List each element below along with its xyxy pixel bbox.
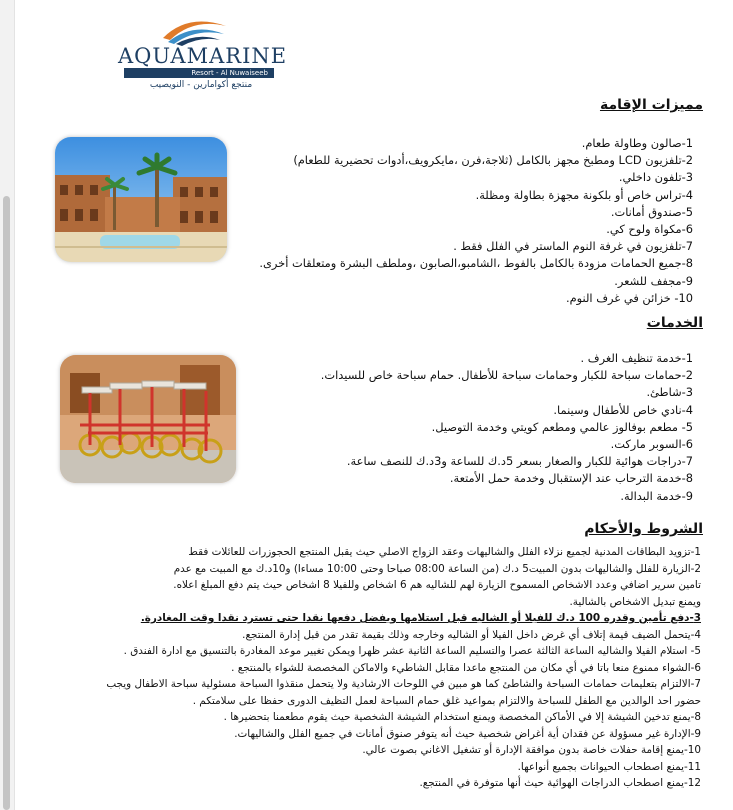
services-list bbox=[321, 350, 693, 505]
terms-line: 5- استلام الفيلا والشاليه الساعة الثالثة عصرا والتسليم الساعة الثانية عشر ظهرا ويمكن تغيير موعد المغادرة بالتنسيق مع ادارة الفندق . bbox=[123, 645, 701, 657]
list-item: 9-خدمة البدالة. bbox=[620, 488, 693, 503]
list-item: 7-تلفزيون في غرفة النوم الماستر في الفلل فقط . bbox=[453, 239, 693, 254]
terms-line: 9-الإدارة غير مسؤولة عن فقدان أية أغراض شخصية حيث أنه يتوفر صنوق أمانات في جميع الفلل والشاليهات. bbox=[234, 727, 701, 740]
list-item: 2-حمامات سباحة للكبار وحمامات سباحة للأطفال. حمام سباحة خاص للسيدات. bbox=[320, 368, 693, 383]
terms-list bbox=[81, 544, 701, 792]
list-item: 4-تراس خاص أو بلكونة مجهزة بطاولة ومظلة. bbox=[475, 187, 693, 202]
terms-line: 1-تزويد البطاقات المدنية لجميع نزلاء الفلل والشاليهات وعقد الزواج الاصلي حيث يقبل المنتجع الحجوزرات للعائلات فقط bbox=[188, 546, 701, 558]
bicycles-photo bbox=[60, 355, 236, 483]
terms-heading: الشروط والأحكام bbox=[584, 521, 703, 537]
logo-brand: AQUAMARINE bbox=[118, 44, 288, 68]
terms-line: ويمنع تبديل الاشخاص بالشالية. bbox=[569, 595, 701, 608]
resort-courtyard-photo bbox=[55, 137, 227, 262]
list-item: 8-خدمة الترحاب عند الإستقبال وخدمة حمل الأمتعة. bbox=[449, 471, 693, 486]
list-item: 4-نادي خاص للأطفال وسينما. bbox=[553, 402, 693, 417]
terms-line: 11-يمنع اصطحاب الحيوانات بجميع أنواعها. bbox=[517, 760, 701, 773]
terms-line: تامين سرير اضافي وعدد الاشخاص المسموح الزيارة لهم للشاليه هم 6 اشخاص وللفيلا 8 اشخاص حيث يتم دفع المبلغ اعلاه. bbox=[173, 579, 701, 591]
list-item: 10- خزائن في غرف النوم. bbox=[565, 290, 693, 305]
scrollbar-thumb[interactable] bbox=[3, 196, 10, 810]
scrollbar[interactable] bbox=[0, 0, 15, 810]
services-heading: الخدمات bbox=[646, 315, 703, 331]
list-item: 9-مجفف للشعر. bbox=[614, 273, 693, 288]
terms-line: 10-يمنع إقامة حفلات خاصة بدون موافقة الإدارة أو تشغيل الاغاني بصوت عالي. bbox=[362, 744, 701, 756]
list-item: 8-جميع الحمامات مزودة بالكامل بالفوط ،الشامبو،الصابون ،وملطف البشرة ومتعلقات أخرى. bbox=[259, 256, 693, 271]
logo-arabic-name: منتجع أكوامارين - النويصيب bbox=[149, 80, 253, 90]
terms-line: 6-الشواء ممنوع منعا باتا في أي مكان من المنتجع ماعدا مقابل الشاطيء والاماكن المخصصة للشواء بالمنتجع . bbox=[231, 661, 701, 674]
list-item: 6-السوبر ماركت. bbox=[610, 436, 693, 451]
list-item: 1-خدمة تنظيف الغرف . bbox=[580, 351, 693, 365]
wave-logo-icon bbox=[158, 8, 228, 48]
terms-line: 4-يتحمل الضيف قيمة إتلاف أي غرض داخل الفيلا أو الشاليه وخارجه وذلك بقيمة تقدر من قبل إدارة المنتجع. bbox=[242, 628, 701, 641]
terms-line: 8-يمنع تدخين الشيشة إلا في الأماكن المخصصة ويمنع استخدام الشيشة الشخصية حيث يقوم مطعمنا بتحضيرها . bbox=[223, 711, 701, 723]
terms-line: 3-دفع تأمين وقدره 100 د.ك للفيلا أو الشاليه قبل استلامها ويفضل دفعها نقدا حتى تسترد نقدا وقت المغادرة. bbox=[140, 612, 701, 624]
list-item: 1-صالون وطاولة طعام. bbox=[581, 136, 693, 150]
list-item: 6-مكواة ولوح كي. bbox=[606, 221, 693, 236]
list-item: 2-تلفزيون LCD ومطبخ مجهز بالكامل (ثلاجة،فرن ،مايكرويف،أدوات تحضيرية للطعام) bbox=[293, 153, 693, 168]
terms-line: حضور احد الوالدين مع الطفل للسباحة والالتزام بمواعيد غلق حمام السباحة لعمل التظيف الدورى حفظا على سلامتكم . bbox=[192, 694, 701, 707]
accommodation-list bbox=[259, 135, 693, 307]
list-item: 5- مطعم بوفالوز عالمي ومطعم كويتي وخدمة التوصيل. bbox=[431, 419, 693, 434]
accommodation-heading: مميزات الإقامة bbox=[599, 97, 703, 113]
logo-subtitle: Resort - Al Nuwaiseeb bbox=[124, 68, 274, 78]
list-item: 7-دراجات هوائية للكبار والصغار بسعر 5د.ك للساعة و3د.ك للنصف ساعة. bbox=[346, 454, 693, 469]
terms-line: 12-يمنع اصطحاب الدراجات الهوائية حيث أنها متوفرة في المنتجع. bbox=[419, 777, 701, 789]
list-item: 5-صندوق أمانات. bbox=[610, 204, 693, 219]
terms-line: 7-الالتزام بتعليمات حمامات السباحة والشاطئ كما هو مبين في اللوحات الارشادية ولا يتحمل منقذوا السباحة مسئولية سباحة الاطفال ويجب bbox=[106, 678, 701, 690]
list-item: 3-شاطئ. bbox=[646, 385, 693, 400]
logo bbox=[118, 8, 288, 90]
terms-line: 2-الزيارة للفلل والشاليهات بدون المبيت5 د.ك (من الساعة 08:00 صباحا وحتى 10:00 مساءا) و10د.ك مع المبيت مع عدم bbox=[173, 562, 701, 575]
list-item: 3-تلفون داخلي. bbox=[618, 170, 693, 185]
